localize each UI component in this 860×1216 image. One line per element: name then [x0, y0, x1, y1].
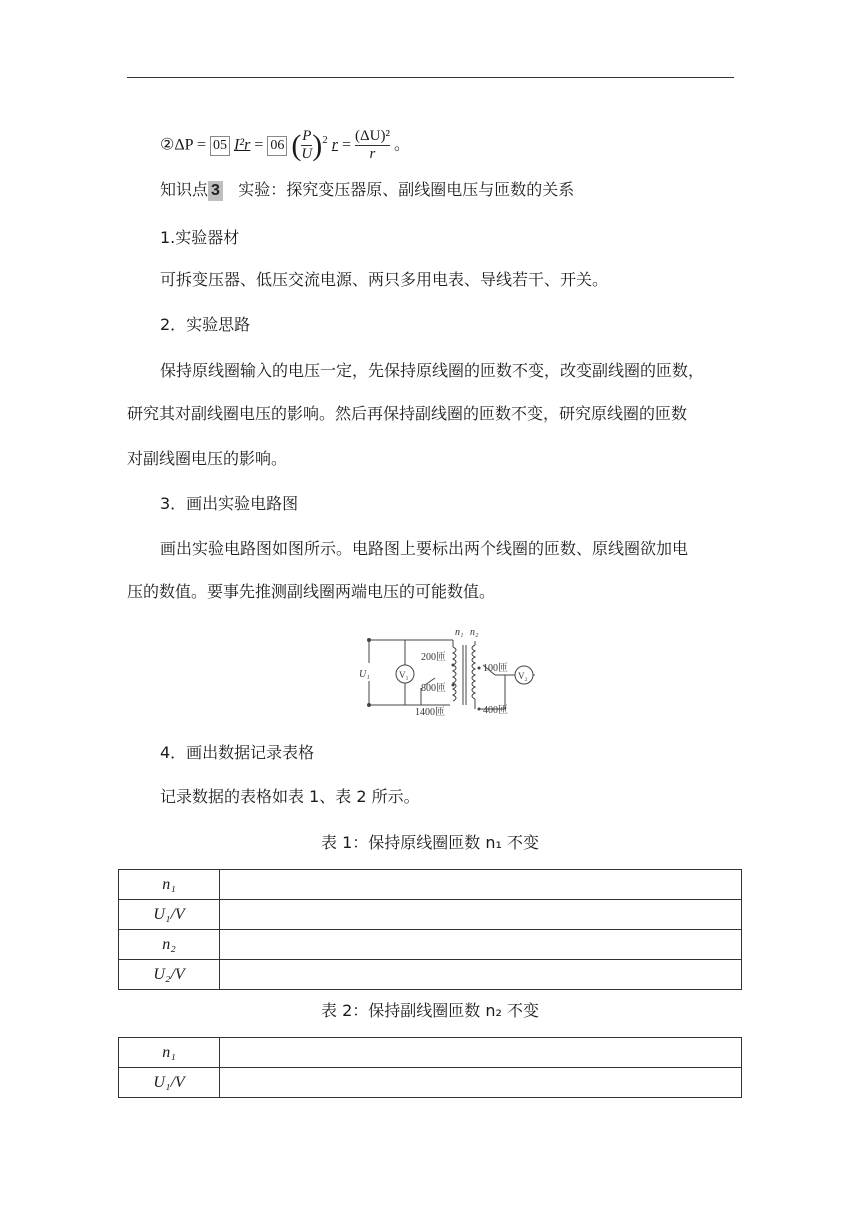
- paren-close: ): [312, 129, 323, 163]
- label-v2: V₂: [518, 671, 528, 681]
- label-n1: n₁: [455, 627, 464, 638]
- circuit-text-1: 画出实验电路图如图所示。电路图上要标出两个线圈的匝数、原线圈欲加电: [160, 539, 689, 558]
- table-2: [118, 1037, 742, 1098]
- idea-line-1: 保持原线圈输入的电压一定，先保持原线圈的匝数不变，改变副线圈的匝数，: [160, 361, 705, 380]
- label-1400: 1400匝: [415, 707, 445, 718]
- formula-line: [160, 118, 410, 163]
- fraction-p-over-u: $\frac{P}{U}$: [301, 128, 313, 163]
- table-1: [118, 869, 742, 990]
- label-v1: V₁: [399, 670, 409, 680]
- table-cell: U₁/V: [119, 1068, 220, 1098]
- table-cell-empty[interactable]: [220, 1038, 742, 1068]
- table-cell: U₁/V: [119, 900, 220, 930]
- blank-05: 05: [210, 136, 230, 156]
- table-row: [119, 870, 742, 900]
- label-200: 200匝: [421, 652, 446, 663]
- table-cell-empty[interactable]: [220, 900, 742, 930]
- table-row: [119, 960, 742, 990]
- section-number: 3: [208, 181, 223, 201]
- heading-circuit: 3．画出实验电路图: [160, 494, 299, 513]
- table-cell: n₂: [119, 930, 220, 960]
- table-cell-empty[interactable]: [220, 1068, 742, 1098]
- table-cell-empty[interactable]: [220, 960, 742, 990]
- table-row: [119, 1068, 742, 1098]
- formula-power: 2: [322, 134, 328, 146]
- heading-materials: 1.实验器材: [160, 228, 240, 247]
- fraction-du2-over-r: $\frac{\text{(ΔU)²}}{r}$: [354, 128, 390, 163]
- blank-06: 06: [267, 136, 287, 156]
- heading-idea: 2．实验思路: [160, 315, 251, 334]
- table-cell: n₁: [119, 870, 220, 900]
- formula-eq: =: [254, 136, 264, 154]
- table-row: [119, 1038, 742, 1068]
- formula-prefix: ②ΔP =: [160, 136, 206, 154]
- section-title: 实验：探究变压器原、副线圈电压与匝数的关系: [238, 180, 575, 199]
- section-label: 知识点: [160, 180, 209, 199]
- table-cell: n₁: [119, 1038, 220, 1068]
- circuit-diagram: [355, 625, 540, 720]
- table2-caption: 表 2：保持副线圈匝数 n₂ 不变: [321, 1001, 539, 1020]
- formula-eq2: =: [341, 136, 351, 154]
- label-u1: U₁: [359, 669, 370, 680]
- header-rule: [127, 77, 734, 78]
- idea-line-2: 研究其对副线圈电压的影响。然后再保持副线圈的匝数不变，研究原线圈的匝数: [127, 404, 688, 423]
- label-800: 800匝: [421, 683, 446, 694]
- label-n2: n₂: [470, 627, 479, 638]
- table-cell-empty[interactable]: [220, 930, 742, 960]
- table-cell: U₂/V: [119, 960, 220, 990]
- table-row: [119, 930, 742, 960]
- formula-term1: I²r: [233, 136, 251, 154]
- table-cell-empty[interactable]: [220, 870, 742, 900]
- label-400: 400匝: [483, 705, 508, 716]
- table-row: [119, 900, 742, 930]
- formula-r: r: [331, 136, 338, 154]
- heading-table: 4．画出数据记录表格: [160, 743, 315, 762]
- circuit-text-2: 压的数值。要事先推测副线圈两端电压的可能数值。: [127, 582, 496, 601]
- section-heading: [160, 180, 574, 201]
- formula-end: 。: [393, 136, 410, 154]
- table1-caption: 表 1：保持原线圈匝数 n₁ 不变: [321, 833, 539, 852]
- label-100: 100匝: [483, 663, 508, 674]
- materials-text: 可拆变压器、低压交流电源、两只多用电表、导线若干、开关。: [160, 270, 609, 289]
- paren-open: (: [291, 129, 302, 163]
- idea-line-3: 对副线圈电压的影响。: [127, 449, 288, 468]
- table-intro: 记录数据的表格如表 1、表 2 所示。: [160, 787, 420, 806]
